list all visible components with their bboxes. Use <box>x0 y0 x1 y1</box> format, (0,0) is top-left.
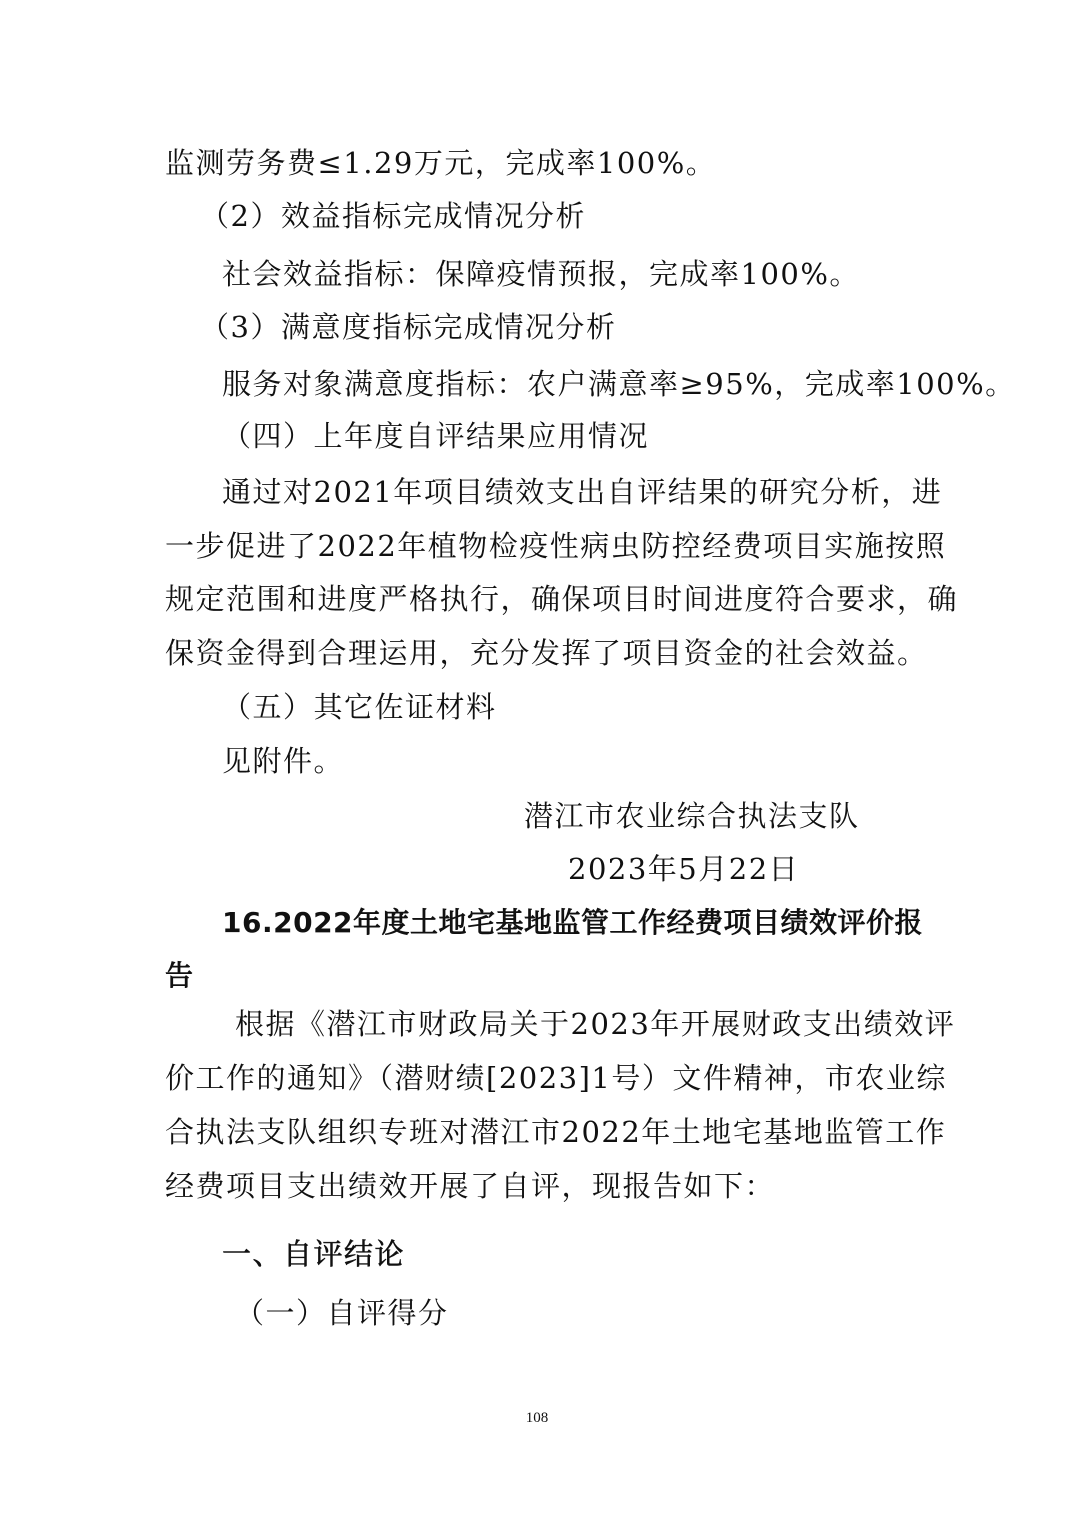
section-heading: （四）上年度自评结果应用情况 <box>222 419 650 453</box>
paragraph-line: 根据《潜江市财政局关于2023年开展财政支出绩效评 <box>235 1007 956 1041</box>
text-line: 监测劳务费≤1.29万元，完成率100%。 <box>165 146 717 180</box>
paragraph-line: 一步促进了2022年植物检疫性病虫防控经费项目实施按照 <box>165 529 947 563</box>
paragraph-line: 通过对2021年项目绩效支出自评结果的研究分析，进 <box>222 475 943 509</box>
text-line: 社会效益指标：保障疫情预报，完成率100%。 <box>222 257 860 291</box>
paragraph-line: 经费项目支出绩效开展了自评，现报告如下： <box>165 1169 776 1203</box>
section-heading-level1: 一、自评结论 <box>222 1237 406 1271</box>
signature-date: 2023年5月22日 <box>568 852 800 886</box>
report-title-continued: 告 <box>165 959 195 992</box>
paragraph-line: 保资金得到合理运用，充分发挥了项目资金的社会效益。 <box>165 636 928 670</box>
text-line: 见附件。 <box>222 744 345 778</box>
section-heading: （一）自评得分 <box>235 1296 449 1330</box>
subsection-heading: （2）效益指标完成情况分析 <box>200 199 586 233</box>
paragraph-line: 价工作的通知》（潜财绩[2023]1号）文件精神，市农业综 <box>165 1061 947 1095</box>
text-line: 服务对象满意度指标：农户满意率≥95%，完成率100%。 <box>222 367 1016 401</box>
page-number: 108 <box>525 1410 549 1426</box>
subsection-heading: （3）满意度指标完成情况分析 <box>200 310 617 344</box>
section-heading: （五）其它佐证材料 <box>222 690 497 724</box>
paragraph-line: 规定范围和进度严格执行，确保项目时间进度符合要求，确 <box>165 582 959 616</box>
signature-organization: 潜江市农业综合执法支队 <box>524 799 860 833</box>
paragraph-line: 合执法支队组织专班对潜江市2022年土地宅基地监管工作 <box>165 1115 947 1149</box>
report-title: 16.2022年度土地宅基地监管工作经费项目绩效评价报 <box>222 906 924 939</box>
